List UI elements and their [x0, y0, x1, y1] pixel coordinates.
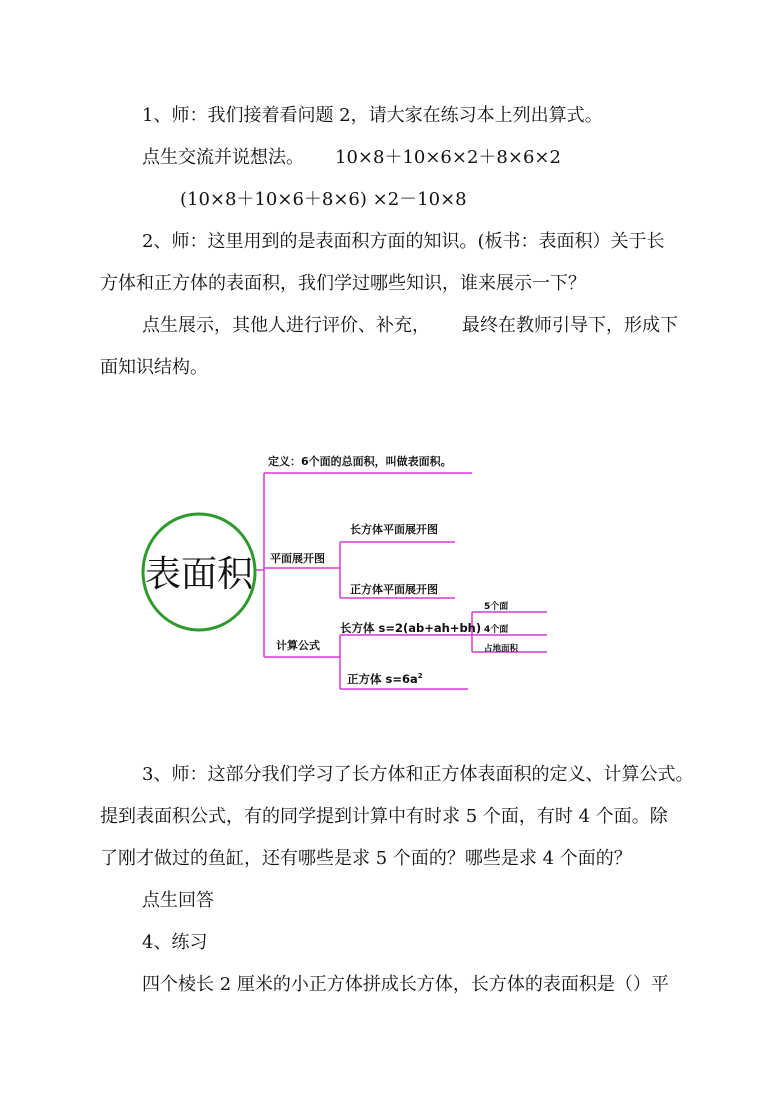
- five-faces-label: 5个面: [484, 602, 509, 612]
- paragraph-5-line2: 面知识结构。: [100, 357, 208, 378]
- formula-cube-label: [347, 672, 423, 686]
- four-faces-label: 4个面: [484, 625, 509, 635]
- paragraph-2-formula: 10×8＋10×6×2＋8×6×2: [335, 147, 561, 168]
- paragraph-5-part2: 最终在教师引导下，形成下: [462, 315, 678, 336]
- formula-label: 计算公式: [276, 639, 320, 652]
- net-cube-label: 正方体平面展开图: [350, 583, 438, 596]
- formula-cube-text: 正方体 s=6a: [347, 672, 418, 686]
- formula-cuboid-label: 长方体 s=2(ab+ah+bh): [340, 621, 482, 635]
- floor-area-label: 占地面积: [484, 644, 519, 654]
- paragraph-2-text: 点生交流并说想法。: [142, 147, 304, 168]
- paragraph-8: 4、练习: [142, 932, 208, 953]
- paragraph-7: 点生回答: [142, 890, 214, 911]
- center-label: 表面积: [144, 554, 254, 595]
- paragraph-4-line2: 方体和正方体的表面积，我们学过哪些知识，谁来展示一下？: [100, 273, 586, 294]
- formula-cube-exponent: 2: [417, 672, 423, 680]
- paragraph-6-line3: 了刚才做过的鱼缸，还有哪些是求 5 个面的？哪些是求 4 个面的？: [100, 848, 632, 869]
- paragraph-4-line1: 2、师：这里用到的是表面积方面的知识。(板书：表面积）关于长: [142, 231, 665, 252]
- net-label: 平面展开图: [270, 552, 325, 565]
- net-cuboid-label: 长方体平面展开图: [350, 523, 438, 536]
- mind-map-lines: [256, 473, 547, 689]
- paragraph-5-part1: 点生展示，其他人进行评价、补充，: [142, 315, 430, 336]
- paragraph-6-line2: 提到表面积公式，有的同学提到计算中有时求 5 个面，有时 4 个面。除: [100, 806, 668, 827]
- paragraph-1: 1、师：我们接着看问题 2，请大家在练习本上列出算式。: [142, 105, 603, 126]
- definition-label: 定义：6个面的总面积，叫做表面积。: [268, 455, 452, 468]
- paragraph-3-formula: (10×8＋10×6＋8×6) ×2－10×8: [180, 189, 467, 210]
- paragraph-6-line1: 3、师：这部分我们学习了长方体和正方体表面积的定义、计算公式。: [142, 764, 694, 785]
- paragraph-9: 四个棱长 2 厘米的小正方体拼成长方体，长方体的表面积是（）平: [142, 974, 669, 995]
